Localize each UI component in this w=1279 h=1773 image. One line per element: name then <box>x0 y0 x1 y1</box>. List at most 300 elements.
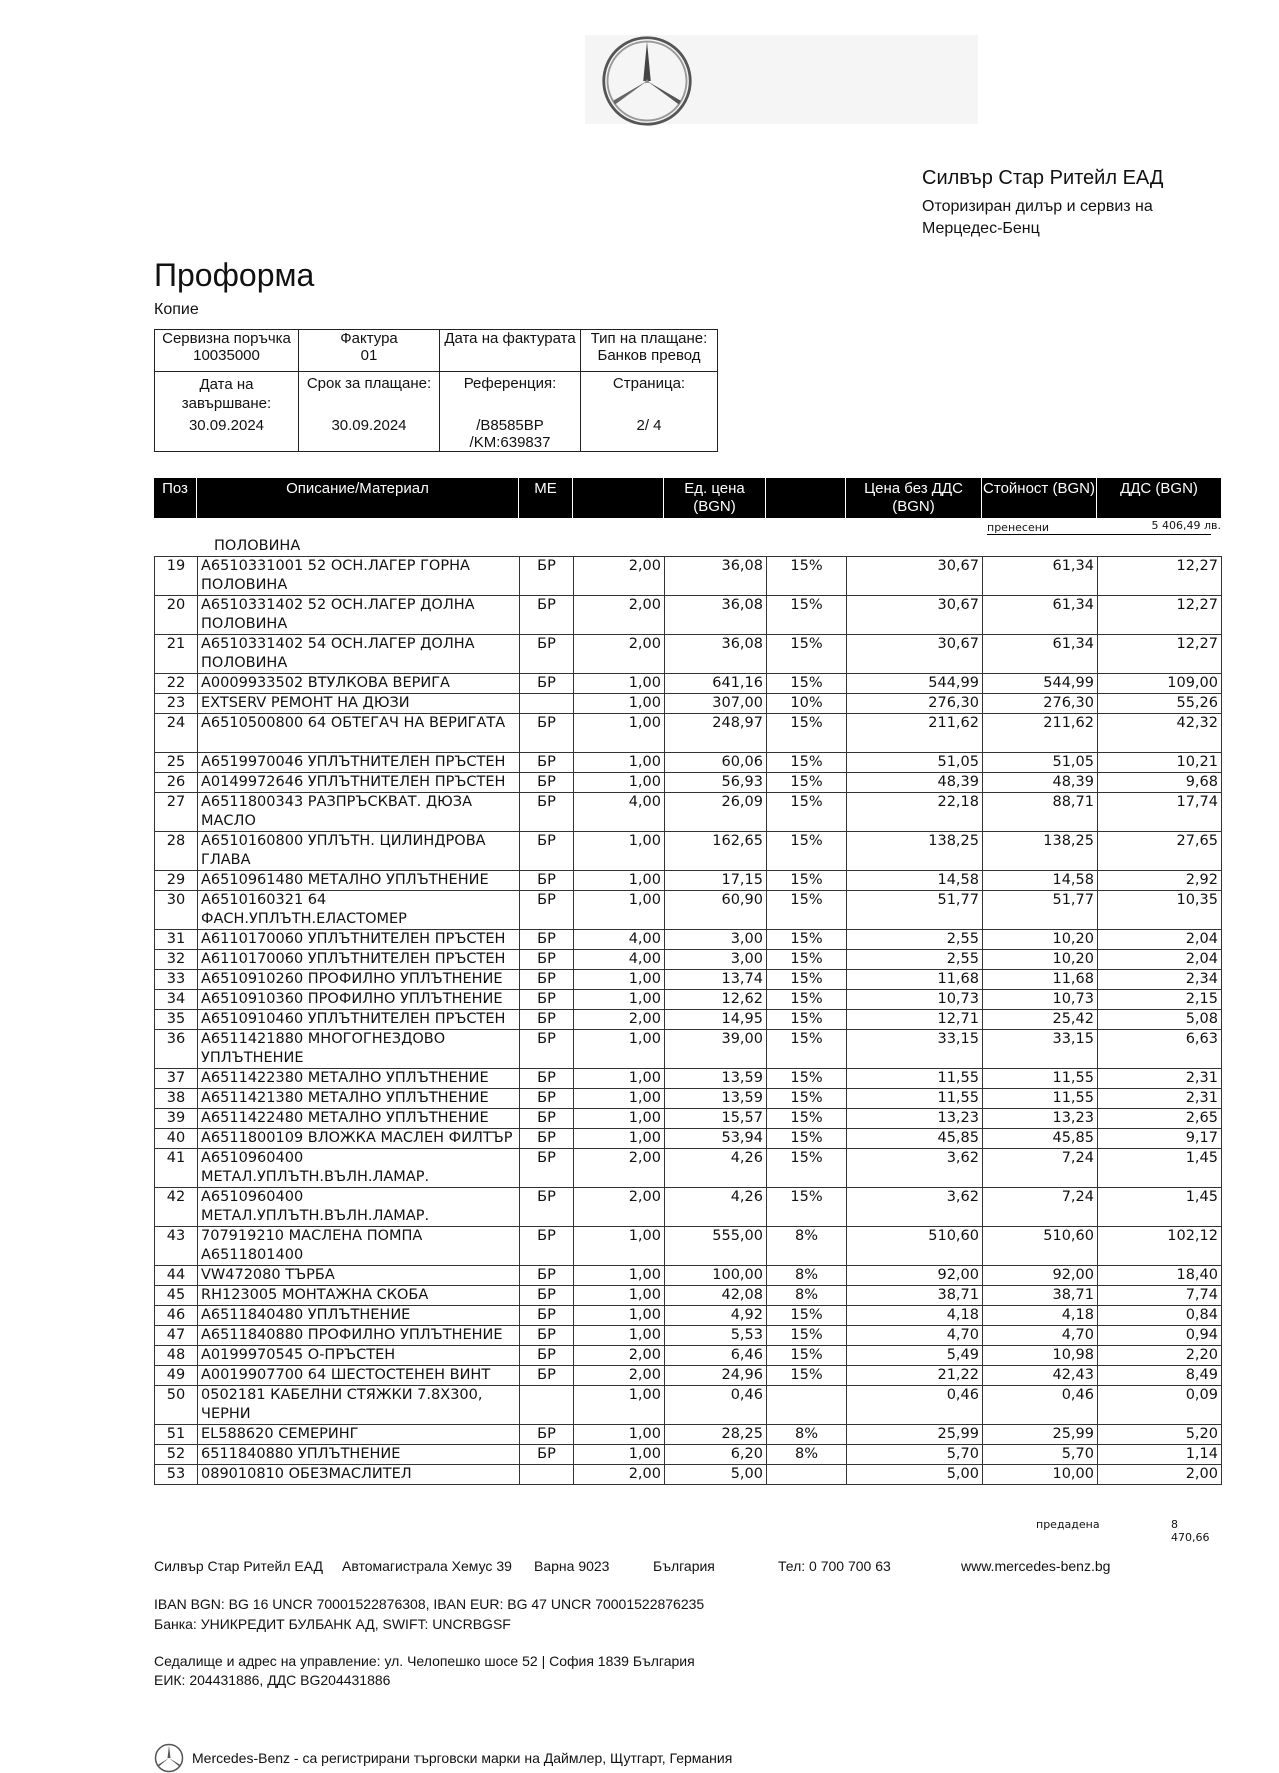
cell-net: 30,67 <box>847 635 983 674</box>
cell-qty: 1,00 <box>574 990 665 1010</box>
completion-date-label: Дата на завършване: <box>181 376 272 412</box>
cell-vat: 2,15 <box>1098 990 1222 1010</box>
cell-desc: A6510331402 54 ОСН.ЛАГЕР ДОЛНА ПОЛОВИНА <box>198 635 520 674</box>
cell-desc: A6510160321 64 ФАСН.УПЛЪТН.ЕЛАСТОМЕР <box>198 891 520 930</box>
cell-desc: 6511840880 УПЛЪТНЕНИЕ <box>198 1445 520 1465</box>
table-row <box>155 891 1222 930</box>
cell-pos: 52 <box>155 1445 198 1465</box>
reference-label: Референция: <box>463 375 557 392</box>
cell-price: 555,00 <box>665 1227 767 1266</box>
cell-price: 100,00 <box>665 1266 767 1286</box>
cell-desc: A6510331402 52 ОСН.ЛАГЕР ДОЛНА ПОЛОВИНА <box>198 596 520 635</box>
cell-desc: VW472080 ТЪРБА <box>198 1266 520 1286</box>
cell-net: 11,55 <box>847 1069 983 1089</box>
cell-desc: A6511800109 ВЛОЖКА МАСЛЕН ФИЛТЪР <box>198 1129 520 1149</box>
cell-pos: 42 <box>155 1188 198 1227</box>
cell-disc: 15% <box>767 1030 847 1069</box>
cell-vat: 8,49 <box>1098 1366 1222 1386</box>
cell-qty: 1,00 <box>574 1227 665 1266</box>
cell-net: 48,39 <box>847 773 983 793</box>
cell-desc: A6510331001 52 ОСН.ЛАГЕР ГОРНА ПОЛОВИНА <box>198 557 520 596</box>
cell-unit: БР <box>520 1445 574 1465</box>
items-table <box>154 556 1222 1485</box>
cell-amount: 51,77 <box>983 891 1098 930</box>
cell-vat: 27,65 <box>1098 832 1222 871</box>
cell-unit: БР <box>520 1227 574 1266</box>
cell-desc: EL588620 СЕМЕРИНГ <box>198 1425 520 1445</box>
cell-desc: A6510160800 УПЛЪТН. ЦИЛИНДРОВА ГЛАВА <box>198 832 520 871</box>
cell-net: 510,60 <box>847 1227 983 1266</box>
cell-desc: A6510500800 64 ОБТЕГАЧ НА ВЕРИГАТА <box>198 714 520 753</box>
invoice-value: 01 <box>360 347 378 364</box>
mercedes-star-logo <box>600 34 694 128</box>
cell-unit: БР <box>520 950 574 970</box>
cell-net: 10,73 <box>847 990 983 1010</box>
table-row <box>155 970 1222 990</box>
cell-disc: 15% <box>767 1306 847 1326</box>
cell-pos: 27 <box>155 793 198 832</box>
cell-desc: 089010810 ОБЕЗМАСЛИТЕЛ <box>198 1465 520 1485</box>
header-description: Описание/Материал <box>197 478 519 518</box>
cell-amount: 10,20 <box>983 950 1098 970</box>
completion-date-cell <box>155 372 299 452</box>
table-row <box>155 674 1222 694</box>
cell-amount: 11,55 <box>983 1069 1098 1089</box>
trademark-text: Mercedes-Benz - са регистрирани търговски марки на Даймлер, Щутгарт, Германия <box>192 1750 733 1766</box>
cell-pos: 44 <box>155 1266 198 1286</box>
table-row <box>155 1149 1222 1188</box>
cell-vat: 9,68 <box>1098 773 1222 793</box>
cell-net: 276,30 <box>847 694 983 714</box>
table-row <box>155 793 1222 832</box>
footer-address: Автомагистрала Хемус 39 <box>342 1558 512 1574</box>
cell-disc: 15% <box>767 891 847 930</box>
cell-net: 25,99 <box>847 1425 983 1445</box>
cell-pos: 28 <box>155 832 198 871</box>
cell-qty: 1,00 <box>574 832 665 871</box>
table-row <box>155 1425 1222 1445</box>
cell-unit: БР <box>520 773 574 793</box>
cell-desc: A6511422380 МЕТАЛНО УПЛЪТНЕНИЕ <box>198 1069 520 1089</box>
cell-net: 30,67 <box>847 557 983 596</box>
cell-amount: 48,39 <box>983 773 1098 793</box>
cell-pos: 20 <box>155 596 198 635</box>
cell-amount: 4,18 <box>983 1306 1098 1326</box>
invoice-date-label: Дата на фактурата <box>444 330 576 347</box>
cell-qty: 4,00 <box>574 950 665 970</box>
cell-qty: 1,00 <box>574 1129 665 1149</box>
cell-qty: 1,00 <box>574 674 665 694</box>
footer-iban: IBAN BGN: BG 16 UNCR 70001522876308, IBAN EUR: BG 47 UNCR 70001522876235 <box>154 1596 705 1612</box>
table-row <box>155 635 1222 674</box>
cell-disc: 15% <box>767 990 847 1010</box>
cell-disc: 15% <box>767 674 847 694</box>
cell-desc: A6110170060 УПЛЪТНИТЕЛЕН ПРЪСТЕН <box>198 930 520 950</box>
cell-unit: БР <box>520 1069 574 1089</box>
cell-pos: 43 <box>155 1227 198 1266</box>
cell-unit: БР <box>520 1425 574 1445</box>
cell-amount: 13,23 <box>983 1109 1098 1129</box>
cell-unit: БР <box>520 1306 574 1326</box>
cell-disc: 15% <box>767 1149 847 1188</box>
service-order-value: 10035000 <box>193 347 260 364</box>
cell-vat: 6,63 <box>1098 1030 1222 1069</box>
cell-disc: 15% <box>767 635 847 674</box>
cell-amount: 11,55 <box>983 1089 1098 1109</box>
table-row <box>155 596 1222 635</box>
cell-price: 6,20 <box>665 1445 767 1465</box>
cell-desc: A6511800343 РАЗПРЪСКВАТ. ДЮЗА МАСЛО <box>198 793 520 832</box>
cell-unit: БР <box>520 714 574 753</box>
cell-amount: 211,62 <box>983 714 1098 753</box>
table-row <box>155 1069 1222 1089</box>
cell-unit: БР <box>520 832 574 871</box>
cell-desc: A0199970545 О-ПРЪСТЕН <box>198 1346 520 1366</box>
cell-desc: A6511840880 ПРОФИЛНО УПЛЪТНЕНИЕ <box>198 1326 520 1346</box>
cell-unit: БР <box>520 990 574 1010</box>
invoice-meta-table <box>154 329 718 452</box>
cell-vat: 55,26 <box>1098 694 1222 714</box>
cell-pos: 22 <box>155 674 198 694</box>
cell-amount: 25,99 <box>983 1425 1098 1445</box>
header-pos: Поз <box>154 478 197 518</box>
cell-desc: A6510961480 МЕТАЛНО УПЛЪТНЕНИЕ <box>198 871 520 891</box>
cell-desc: 0502181 КАБЕЛНИ СТЯЖКИ 7.8X300, ЧЕРНИ <box>198 1386 520 1425</box>
cell-price: 13,59 <box>665 1089 767 1109</box>
cell-disc: 15% <box>767 596 847 635</box>
cell-net: 51,05 <box>847 753 983 773</box>
footer-website[interactable]: www.mercedes-benz.bg <box>961 1558 1111 1574</box>
company-block <box>922 167 1222 240</box>
cell-pos: 49 <box>155 1366 198 1386</box>
table-row <box>155 1227 1222 1266</box>
cell-qty: 1,00 <box>574 1386 665 1425</box>
cell-desc: A6511840480 УПЛЪТНЕНИЕ <box>198 1306 520 1326</box>
cell-price: 56,93 <box>665 773 767 793</box>
cell-unit: БР <box>520 635 574 674</box>
cell-net: 30,67 <box>847 596 983 635</box>
cell-price: 307,00 <box>665 694 767 714</box>
cell-amount: 276,30 <box>983 694 1098 714</box>
cell-vat: 2,04 <box>1098 930 1222 950</box>
cell-pos: 29 <box>155 871 198 891</box>
cell-qty: 2,00 <box>574 635 665 674</box>
cell-price: 28,25 <box>665 1425 767 1445</box>
cell-disc: 15% <box>767 832 847 871</box>
cell-price: 14,95 <box>665 1010 767 1030</box>
cell-vat: 17,74 <box>1098 793 1222 832</box>
cell-price: 15,57 <box>665 1109 767 1129</box>
cell-desc: A6510960400 МЕТАЛ.УПЛЪТН.ВЪЛН.ЛАМАР. <box>198 1149 520 1188</box>
cell-disc: 15% <box>767 871 847 891</box>
cell-disc: 15% <box>767 970 847 990</box>
cell-net: 33,15 <box>847 1030 983 1069</box>
header-vat: ДДС (BGN) <box>1120 480 1198 497</box>
table-row <box>155 1306 1222 1326</box>
header-unit: МЕ <box>519 478 573 518</box>
cell-net: 51,77 <box>847 891 983 930</box>
cell-amount: 10,20 <box>983 930 1098 950</box>
cell-qty: 4,00 <box>574 793 665 832</box>
cell-desc: A6510910260 ПРОФИЛНО УПЛЪТНЕНИЕ <box>198 970 520 990</box>
cell-price: 53,94 <box>665 1129 767 1149</box>
cell-desc: A6110170060 УПЛЪТНИТЕЛЕН ПРЪСТЕН <box>198 950 520 970</box>
table-row <box>155 773 1222 793</box>
cell-unit: БР <box>520 1010 574 1030</box>
cell-disc: 15% <box>767 950 847 970</box>
table-row <box>155 930 1222 950</box>
table-row <box>155 832 1222 871</box>
cell-disc: 15% <box>767 1010 847 1030</box>
cell-price: 36,08 <box>665 635 767 674</box>
service-order-cell <box>155 330 299 372</box>
cell-qty: 2,00 <box>574 596 665 635</box>
cell-pos: 35 <box>155 1010 198 1030</box>
table-row <box>155 1129 1222 1149</box>
cell-pos: 19 <box>155 557 198 596</box>
cell-vat: 2,34 <box>1098 970 1222 990</box>
cell-vat: 7,74 <box>1098 1286 1222 1306</box>
reference-cell <box>440 372 581 452</box>
cell-pos: 39 <box>155 1109 198 1129</box>
cell-pos: 21 <box>155 635 198 674</box>
cell-vat: 42,32 <box>1098 714 1222 753</box>
cell-vat: 102,12 <box>1098 1227 1222 1266</box>
cell-net: 138,25 <box>847 832 983 871</box>
cell-qty: 1,00 <box>574 694 665 714</box>
cell-qty: 1,00 <box>574 871 665 891</box>
invoice-label: Фактура <box>340 330 398 347</box>
cell-unit: БР <box>520 1346 574 1366</box>
cell-price: 6,46 <box>665 1346 767 1366</box>
cell-unit: БР <box>520 1129 574 1149</box>
cell-disc: 15% <box>767 1109 847 1129</box>
cell-qty: 2,00 <box>574 1149 665 1188</box>
payment-type-label: Тип на плащане: <box>590 330 708 347</box>
header-price-no-vat: Цена без ДДС (BGN) <box>846 478 982 518</box>
invoice-date-cell <box>440 330 581 372</box>
cell-vat: 2,92 <box>1098 871 1222 891</box>
cell-amount: 38,71 <box>983 1286 1098 1306</box>
cell-vat: 2,20 <box>1098 1346 1222 1366</box>
cell-pos: 31 <box>155 930 198 950</box>
cell-vat: 10,35 <box>1098 891 1222 930</box>
table-row <box>155 714 1222 753</box>
carried-value: 5 406,49 лв. <box>1151 519 1221 532</box>
invoice-cell <box>299 330 440 372</box>
table-row <box>155 990 1222 1010</box>
cell-unit: БР <box>520 753 574 773</box>
cell-disc: 15% <box>767 1366 847 1386</box>
carried-forward-row <box>154 518 1221 536</box>
cell-vat: 0,09 <box>1098 1386 1222 1425</box>
cell-net: 3,62 <box>847 1149 983 1188</box>
items-section <box>154 478 1221 1485</box>
cell-net: 14,58 <box>847 871 983 891</box>
cell-desc: A6511421380 МЕТАЛНО УПЛЪТНЕНИЕ <box>198 1089 520 1109</box>
cell-price: 17,15 <box>665 871 767 891</box>
cell-qty: 1,00 <box>574 1069 665 1089</box>
cell-vat: 12,27 <box>1098 635 1222 674</box>
cell-unit: БР <box>520 1030 574 1069</box>
cell-pos: 37 <box>155 1069 198 1089</box>
table-row <box>155 1266 1222 1286</box>
cell-price: 12,62 <box>665 990 767 1010</box>
carried-label: пренесени <box>987 521 1211 535</box>
continuation-text: ПОЛОВИНА <box>214 538 301 554</box>
cell-pos: 24 <box>155 714 198 753</box>
cell-qty: 1,00 <box>574 1109 665 1129</box>
cell-amount: 61,34 <box>983 596 1098 635</box>
cell-amount: 14,58 <box>983 871 1098 891</box>
table-row <box>155 1089 1222 1109</box>
cell-vat: 18,40 <box>1098 1266 1222 1286</box>
cell-qty: 2,00 <box>574 1346 665 1366</box>
table-row <box>155 1188 1222 1227</box>
cell-amount: 138,25 <box>983 832 1098 871</box>
cell-disc: 15% <box>767 1089 847 1109</box>
cell-pos: 40 <box>155 1129 198 1149</box>
page-value: 2/ 4 <box>636 417 662 434</box>
cell-unit: БР <box>520 1366 574 1386</box>
cell-unit: БР <box>520 1266 574 1286</box>
cell-pos: 46 <box>155 1306 198 1326</box>
table-row <box>155 871 1222 891</box>
table-row <box>155 557 1222 596</box>
header-discount <box>766 478 846 518</box>
cell-vat: 12,27 <box>1098 557 1222 596</box>
cell-disc: 15% <box>767 793 847 832</box>
page-cell <box>581 372 718 452</box>
cell-unit: БР <box>520 1188 574 1227</box>
cell-pos: 32 <box>155 950 198 970</box>
cell-desc: A0009933502 ВТУЛКОВА ВЕРИГА <box>198 674 520 694</box>
cell-net: 22,18 <box>847 793 983 832</box>
cell-qty: 2,00 <box>574 1465 665 1485</box>
cell-price: 641,16 <box>665 674 767 694</box>
cell-pos: 23 <box>155 694 198 714</box>
cell-amount: 61,34 <box>983 557 1098 596</box>
cell-desc: A6519970046 УПЛЪТНИТЕЛЕН ПРЪСТЕН <box>198 753 520 773</box>
cell-price: 39,00 <box>665 1030 767 1069</box>
header-unit-price: Ед. цена (BGN) <box>664 478 766 518</box>
cell-unit <box>520 694 574 714</box>
payment-type-value: Банков превод <box>597 347 701 364</box>
cell-amount: 42,43 <box>983 1366 1098 1386</box>
footer-company: Силвър Стар Ритейл ЕАД <box>154 1558 324 1574</box>
table-row <box>155 1010 1222 1030</box>
cell-net: 13,23 <box>847 1109 983 1129</box>
cell-disc: 15% <box>767 557 847 596</box>
cell-desc: A0019907700 64 ШЕСТОСТЕНЕН ВИНТ <box>198 1366 520 1386</box>
cell-price: 0,46 <box>665 1386 767 1425</box>
cell-disc: 15% <box>767 773 847 793</box>
cell-vat: 5,08 <box>1098 1010 1222 1030</box>
cell-unit: БР <box>520 871 574 891</box>
cell-unit <box>520 1386 574 1425</box>
reference-line2: /KM:639837 <box>469 434 551 451</box>
footer-eik: ЕИК: 204431886, ДДС BG204431886 <box>154 1672 391 1688</box>
cell-qty: 1,00 <box>574 1425 665 1445</box>
cell-price: 36,08 <box>665 557 767 596</box>
cell-disc: 15% <box>767 753 847 773</box>
cell-price: 5,53 <box>665 1326 767 1346</box>
cell-unit: БР <box>520 596 574 635</box>
cell-net: 12,71 <box>847 1010 983 1030</box>
cell-price: 36,08 <box>665 596 767 635</box>
cell-vat: 0,84 <box>1098 1306 1222 1326</box>
cell-qty: 1,00 <box>574 1326 665 1346</box>
footer-phone: Тел: 0 700 700 63 <box>778 1558 891 1574</box>
cell-amount: 92,00 <box>983 1266 1098 1286</box>
cell-price: 4,26 <box>665 1188 767 1227</box>
cell-unit: БР <box>520 1149 574 1188</box>
completion-date-value: 30.09.2024 <box>188 417 265 434</box>
cell-desc: EXTSERV РЕМОНТ НА ДЮЗИ <box>198 694 520 714</box>
table-row <box>155 1346 1222 1366</box>
cell-vat: 1,45 <box>1098 1188 1222 1227</box>
cell-price: 5,00 <box>665 1465 767 1485</box>
service-order-label: Сервизна поръчка <box>162 330 291 347</box>
table-row <box>155 1030 1222 1069</box>
cell-amount: 10,00 <box>983 1465 1098 1485</box>
cell-vat: 109,00 <box>1098 674 1222 694</box>
cell-price: 26,09 <box>665 793 767 832</box>
cell-qty: 2,00 <box>574 1010 665 1030</box>
cell-amount: 11,68 <box>983 970 1098 990</box>
cell-amount: 544,99 <box>983 674 1098 694</box>
cell-pos: 26 <box>155 773 198 793</box>
cell-net: 2,55 <box>847 930 983 950</box>
cell-pos: 51 <box>155 1425 198 1445</box>
cell-net: 4,70 <box>847 1326 983 1346</box>
cell-desc: 707919210 МАСЛЕНА ПОМПА A6511801400 <box>198 1227 520 1266</box>
cell-vat: 2,00 <box>1098 1465 1222 1485</box>
due-date-cell <box>299 372 440 452</box>
cell-pos: 36 <box>155 1030 198 1069</box>
footer-registered-address: Седалище и адрес на управление: ул. Челопешко шосе 52 | София 1839 България <box>154 1653 695 1669</box>
cell-amount: 4,70 <box>983 1326 1098 1346</box>
cell-unit: БР <box>520 557 574 596</box>
table-row <box>155 1326 1222 1346</box>
cell-price: 60,90 <box>665 891 767 930</box>
cell-unit: БР <box>520 1326 574 1346</box>
cell-disc: 8% <box>767 1266 847 1286</box>
cell-pos: 53 <box>155 1465 198 1485</box>
cell-disc: 15% <box>767 1326 847 1346</box>
reference-line1: /B8585BP <box>476 417 544 434</box>
cell-disc: 15% <box>767 714 847 753</box>
cell-price: 3,00 <box>665 930 767 950</box>
cell-vat: 9,17 <box>1098 1129 1222 1149</box>
cell-unit: БР <box>520 674 574 694</box>
cell-net: 5,49 <box>847 1346 983 1366</box>
cell-pos: 45 <box>155 1286 198 1306</box>
cell-vat: 2,65 <box>1098 1109 1222 1129</box>
cell-net: 5,00 <box>847 1465 983 1485</box>
cell-unit: БР <box>520 1286 574 1306</box>
cell-pos: 47 <box>155 1326 198 1346</box>
footer-country: България <box>653 1558 715 1574</box>
cell-qty: 1,00 <box>574 1286 665 1306</box>
cell-qty: 1,00 <box>574 970 665 990</box>
cell-amount: 45,85 <box>983 1129 1098 1149</box>
cell-unit: БР <box>520 793 574 832</box>
cell-disc: 8% <box>767 1286 847 1306</box>
cell-vat: 2,04 <box>1098 950 1222 970</box>
cell-price: 3,00 <box>665 950 767 970</box>
cell-desc: A6510910360 ПРОФИЛНО УПЛЪТНЕНИЕ <box>198 990 520 1010</box>
